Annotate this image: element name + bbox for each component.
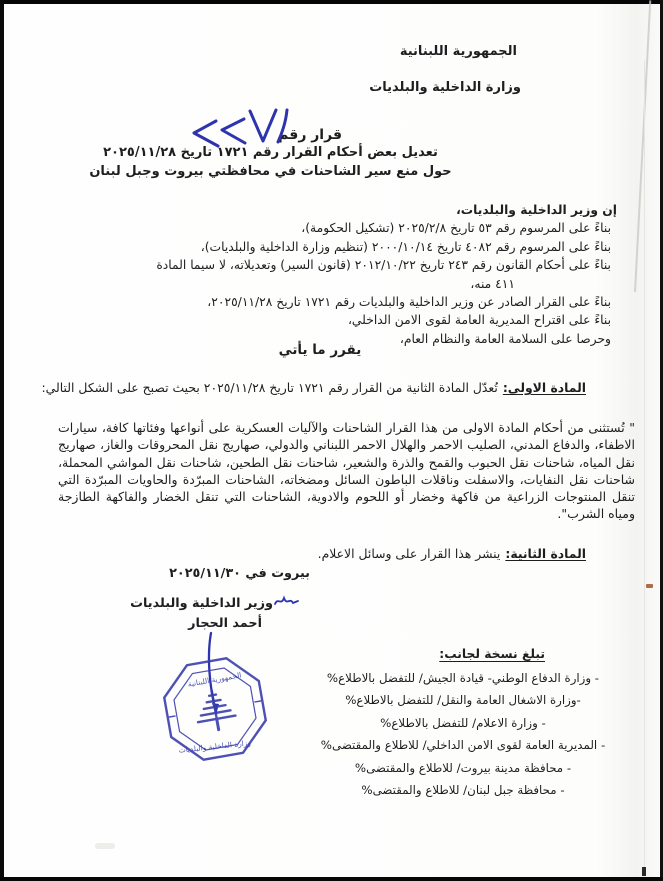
scan-artifact-smudge <box>95 843 115 849</box>
scan-border-top <box>0 0 663 4</box>
signatory-title: وزير الداخلية والبلديات <box>130 596 273 611</box>
signatory-title-line <box>130 595 300 611</box>
scan-artifact-crease <box>644 60 645 870</box>
scan-border-bottom <box>0 877 663 881</box>
distribution-item: - محافظة جبل لبنان/ للاطلاع والمقتضى% <box>361 783 565 798</box>
distribution-item: - المديرية العامة لقوى الامن الداخلي/ للاطلاع والمقتضى% <box>320 738 606 753</box>
preamble <box>37 201 617 348</box>
handwritten-initials-scribble <box>274 595 300 609</box>
decision-number-label: قرار رقم <box>278 127 342 143</box>
scan-artifact-red-mark <box>646 584 653 588</box>
preamble-clause: بناءً على القرار الصادر عن وزير الداخلية والبلديات رقم ١٧٢١ تاريخ ٢٠٢٥/١١/٢٨، <box>207 295 611 310</box>
subject-line-2: حول منع سير الشاحنات في محافظتي بيروت وجبل لبنان <box>89 164 452 179</box>
distribution-item: - وزارة الدفاع الوطني- قيادة الجيش/ للتفضل بالاطلاع% <box>326 671 600 685</box>
article-2-heading: المادة الثانية: <box>505 546 586 561</box>
decision-subject <box>38 143 503 181</box>
stamp-bottom-text: وزارة الداخلية والبلديات <box>178 738 252 755</box>
issue-place-date: بيروت في ٢٠٢٥/١١/٣٠ <box>169 566 310 581</box>
distribution-list <box>283 667 643 801</box>
stamp-top-text: الجمهورية اللبنانية <box>187 670 243 689</box>
signatory-name: أحمد الحجار <box>188 616 262 631</box>
preamble-clause: بناءً على أحكام القانون رقم ٢٤٣ تاريخ ٢٠١٢/١٠/٢٢ (قانون السير) وتعديلاته، لا سيما المادة <box>156 258 611 273</box>
article-2 <box>38 544 586 563</box>
distribution-item: - محافظة مدينة بيروت/ للاطلاع والمقتضى% <box>354 760 572 775</box>
preamble-clause-continuation: ٤١١ منه، <box>470 276 515 291</box>
exception-paragraph: " تُستثنى من أحكام المادة الاولى من هذا القرار الشاحنات والآليات العسكرية على أنواعها وفئاتها كافة، سيارات الاطفاء، والدفاع المدني، الصليب الاحمر والهلال الاحمر اللبناني والدولي، صهاريج نقل المحروقات والغاز، صهاريج نقل المياه، شاحنات نقل الحبوب والقمح والذرة والشعير، شاحنات نقل الطحين، شاحنات نقل المواشي المحملة، شاحنات نقل النفايات، والاسفلت وناقلات الباطون السائل ومضخاته، الشاحنات المبرّدة والحاويات المبرّدة التي تنقل المنتوجات الزراعية من فاكهة وخضار أو اللحوم والادوية، الشاحنات التي تنقل الخضار والفاكهة الطازجة ومياه الشرب". <box>58 420 635 522</box>
distribution-heading: تبلغ نسخة لجانب: <box>439 647 545 661</box>
distribution-item: - وزارة الاعلام/ للتفضل بالاطلاع% <box>380 715 546 730</box>
article-1 <box>38 378 586 397</box>
letterhead-republic: الجمهورية اللبنانية <box>399 44 517 59</box>
ministry-stamp <box>157 655 273 767</box>
preamble-clause: وحرصا على السلامة العامة والنظام العام، <box>399 331 611 346</box>
subject-line-1: تعديل بعض أحكام القرار رقم ١٧٢١ تاريخ ٢٠٢٥/١١/٢٨ <box>103 145 438 160</box>
article-1-text: تُعدّل المادة الثانية من القرار رقم ١٧٢١ تاريخ ٢٠٢٥/١١/٢٨ بحيث تصبح على الشكل التالي: <box>41 380 498 395</box>
decree-heading: يقرر ما يأتي <box>278 342 362 358</box>
preamble-intro: إن وزير الداخلية والبلديات، <box>456 203 617 217</box>
letterhead-ministry: وزارة الداخلية والبلديات <box>369 80 521 95</box>
cedar-icon <box>193 687 237 733</box>
scan-border-left <box>0 0 4 881</box>
scan-artifact-dark-mark <box>642 867 646 876</box>
preamble-clause: بناءً على اقتراح المديرية العامة لقوى الامن الداخلي، <box>347 313 611 328</box>
preamble-clause: بناءً على المرسوم رقم ٥٣ تاريخ ٢٠٢٥/٢/٨ (تشكيل الحكومة)، <box>301 221 611 236</box>
scan-artifact-line <box>634 0 651 292</box>
article-2-text: ينشر هذا القرار على وسائل الاعلام. <box>317 546 501 561</box>
distribution-item: -وزارة الاشغال العامة والنقل/ للتفضل بالاطلاع% <box>345 693 581 708</box>
preamble-clause: بناءً على المرسوم رقم ٤٠٨٢ تاريخ ٢٠٠٠/١٠/١٤ (تنظيم وزارة الداخلية والبلديات)، <box>200 239 611 254</box>
article-1-heading: المادة الاولى: <box>502 380 586 395</box>
